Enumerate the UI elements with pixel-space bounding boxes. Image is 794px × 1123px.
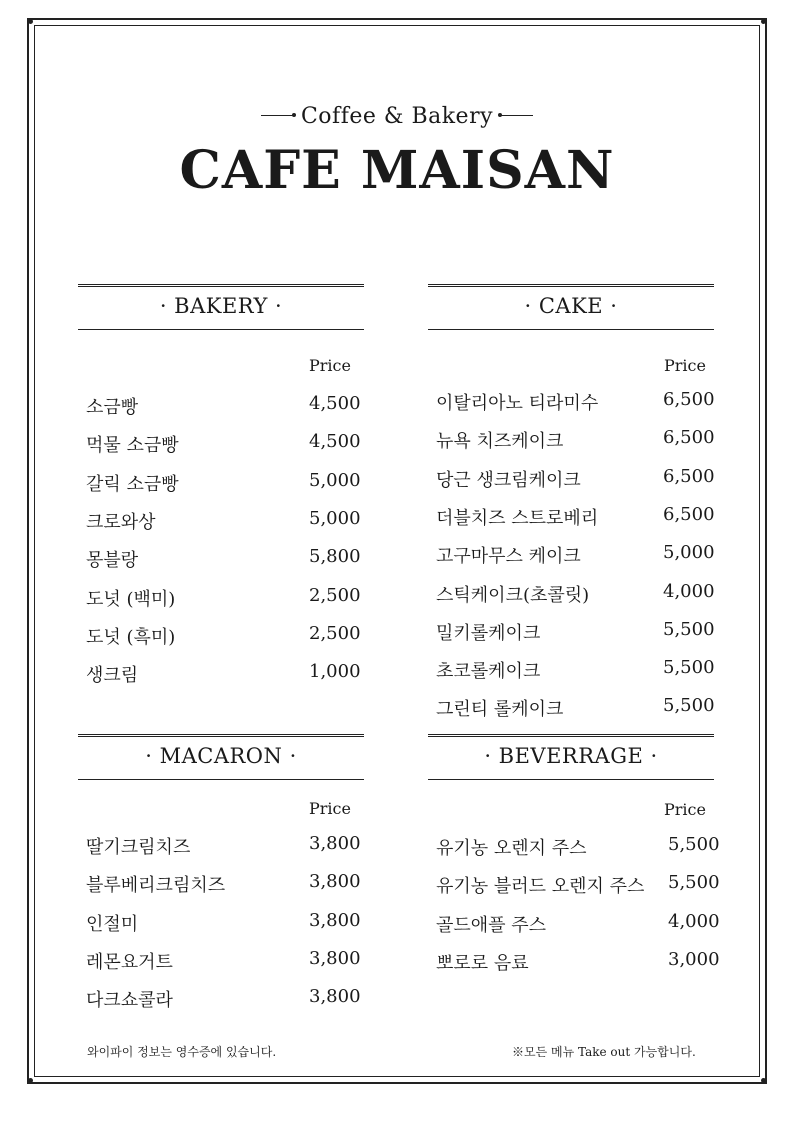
price-header: Price <box>309 799 351 818</box>
header-subtitle <box>0 104 794 129</box>
menu-item-name: 스틱케이크(초콜릿) <box>436 585 590 606</box>
corner-ornament-top-left <box>28 19 33 24</box>
menu-item-price: 5,500 <box>663 695 715 716</box>
menu-item-name: 다크쇼콜라 <box>86 990 173 1011</box>
corner-ornament-bottom-right <box>761 1078 766 1083</box>
right-dash-ornament <box>499 115 533 116</box>
menu-item-name: 유기농 오렌지 주스 <box>436 838 587 859</box>
menu-item-price: 6,500 <box>663 466 715 487</box>
section-double-rule <box>78 284 364 287</box>
menu-item-name: 갈릭 소금빵 <box>86 474 179 495</box>
footer-takeout-note: ※모든 메뉴 Take out 가능합니다. <box>512 1045 696 1059</box>
menu-item-price: 2,500 <box>309 585 361 606</box>
menu-item-price: 2,500 <box>309 623 361 644</box>
section-rule <box>78 779 364 780</box>
menu-item-name: 몽블랑 <box>86 550 139 571</box>
subtitle-text: Coffee & Bakery <box>300 104 494 129</box>
section-double-rule <box>78 734 364 737</box>
menu-item-price: 3,800 <box>309 833 361 854</box>
menu-item-name: 더블치즈 스트로베리 <box>436 508 599 529</box>
menu-item-price: 5,500 <box>668 872 720 893</box>
menu-item-price: 5,800 <box>309 546 361 567</box>
menu-item-name: 도넛 (백미) <box>86 589 176 610</box>
menu-item-price: 5,000 <box>663 542 715 563</box>
menu-item-name: 블루베리크림치즈 <box>86 875 226 896</box>
menu-item-name: 딸기크림치즈 <box>86 837 191 858</box>
menu-item-price: 1,000 <box>309 661 361 682</box>
section-title: · MACARON · <box>145 744 297 768</box>
menu-item-name: 크로와상 <box>86 512 156 533</box>
menu-item-name: 유기농 블러드 오렌지 주스 <box>436 876 645 897</box>
menu-item-price: 4,000 <box>668 911 720 932</box>
menu-item-name: 레몬요거트 <box>86 952 173 973</box>
menu-item-price: 3,800 <box>309 986 361 1007</box>
price-header: Price <box>664 800 706 819</box>
menu-item-name: 밀키롤케이크 <box>436 623 541 644</box>
price-header: Price <box>309 356 351 375</box>
section-double-rule <box>428 284 714 287</box>
menu-item-name: 초코롤케이크 <box>436 661 541 682</box>
menu-item-price: 6,500 <box>663 504 715 525</box>
section-rule <box>78 329 364 330</box>
menu-item-name: 당근 생크림케이크 <box>436 470 581 491</box>
section-title: · BAKERY · <box>159 294 283 318</box>
menu-item-name: 뽀로로 음료 <box>436 953 529 974</box>
menu-item-price: 3,800 <box>309 910 361 931</box>
menu-item-name: 먹물 소금빵 <box>86 435 179 456</box>
menu-item-price: 4,500 <box>309 393 361 414</box>
left-dash-ornament <box>261 115 295 116</box>
menu-item-name: 뉴욕 치즈케이크 <box>436 431 564 452</box>
section-title: · CAKE · <box>524 294 618 318</box>
menu-item-price: 4,000 <box>663 581 715 602</box>
menu-item-name: 도넛 (흑미) <box>86 627 176 648</box>
menu-item-name: 이탈리아노 티라미수 <box>436 393 599 414</box>
menu-item-price: 6,500 <box>663 389 715 410</box>
corner-ornament-top-right <box>761 19 766 24</box>
menu-item-price: 5,500 <box>663 657 715 678</box>
corner-ornament-bottom-left <box>28 1078 33 1083</box>
section-title: · BEVERRAGE · <box>484 744 658 768</box>
menu-item-name: 생크림 <box>86 665 139 686</box>
menu-item-price: 5,500 <box>668 834 720 855</box>
menu-item-name: 인절미 <box>86 914 139 935</box>
price-header: Price <box>664 356 706 375</box>
menu-item-price: 3,800 <box>309 948 361 969</box>
menu-item-price: 3,800 <box>309 871 361 892</box>
page-title: CAFE MAISAN <box>179 140 615 201</box>
menu-item-price: 3,000 <box>668 949 720 970</box>
menu-item-price: 6,500 <box>663 427 715 448</box>
menu-item-price: 5,500 <box>663 619 715 640</box>
menu-item-name: 골드애플 주스 <box>436 915 547 936</box>
section-rule <box>428 329 714 330</box>
menu-item-price: 5,000 <box>309 470 361 491</box>
menu-item-name: 고구마무스 케이크 <box>436 546 581 567</box>
section-double-rule <box>428 734 714 737</box>
menu-item-price: 5,000 <box>309 508 361 529</box>
menu-item-price: 4,500 <box>309 431 361 452</box>
menu-item-name: 그린티 롤케이크 <box>436 699 564 720</box>
section-rule <box>428 779 714 780</box>
footer-wifi-note: 와이파이 정보는 영수증에 있습니다. <box>87 1045 277 1059</box>
menu-item-name: 소금빵 <box>86 397 139 418</box>
